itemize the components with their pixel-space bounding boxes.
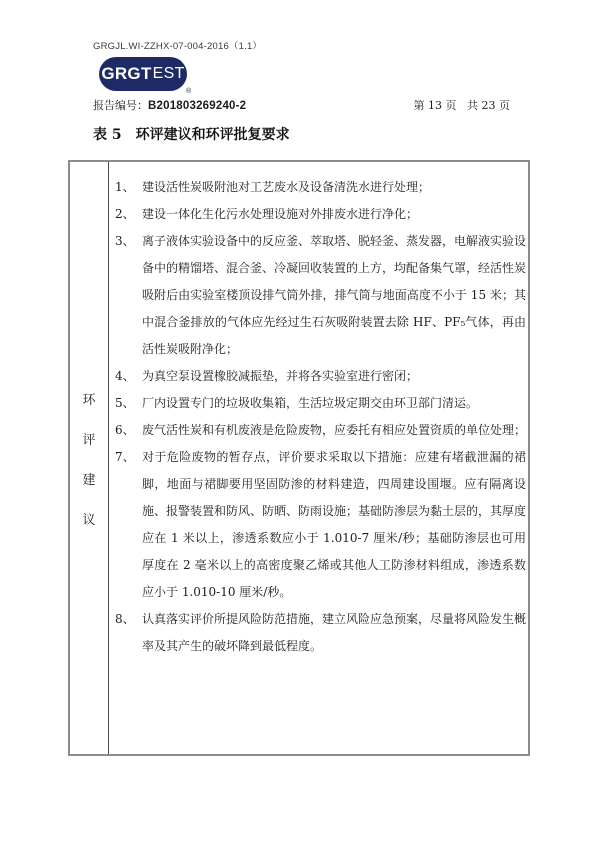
- item-number: 1、: [115, 180, 135, 194]
- list-item-1: [115, 174, 528, 201]
- report-number-group: [93, 97, 246, 113]
- logo-text-light: EST: [152, 65, 185, 82]
- list-item-4: [115, 363, 528, 390]
- item-number: 2、: [115, 207, 135, 221]
- item-text: 对于危险废物的暂存点，评价要求采取以下措施：应建有堵截泄漏的裙脚，地面与裙脚要用坚固防渗的材料建造，四周建设围堰。应有隔离设施、报警装置和防风、防晒、防雨设施；基础防渗层为黏土层的，其厚度应在 1 米以上，渗透系数应小于 1.010-7 厘米/秒；基础防渗层也可用厚度在 2 毫米以上的高密度聚乙烯或其他人工防渗材料组成，渗透系数应小于 1.010-10 厘米/秒。: [142, 450, 527, 599]
- row-header-char: 议: [82, 512, 96, 528]
- list-item-8: [115, 606, 528, 660]
- list-item-3: [115, 228, 528, 363]
- item-number: 5、: [115, 396, 135, 410]
- list-item-6: [115, 417, 528, 444]
- table-content-cell: [109, 162, 528, 754]
- list-item-2: [115, 201, 528, 228]
- item-text: 认真落实评价所提风险防范措施，建立风险应急预案，尽量将风险发生概率及其产生的破坏降到最低程度。: [142, 612, 527, 653]
- table-title: [93, 124, 290, 144]
- item-text: 为真空泵设置橡胶减振垫，并将各实验室进行密闭；: [142, 369, 419, 383]
- list-item-7: [115, 444, 528, 606]
- registered-trademark-icon: ®: [186, 88, 192, 95]
- page-indicator: 第 13 页 共 23 页: [413, 99, 510, 112]
- report-number-value: B201803269240-2: [148, 100, 247, 112]
- row-header-char: 建: [82, 472, 96, 488]
- item-text: 离子液体实验设备中的反应釜、萃取塔、脱轻釜、蒸发器，电解液实验设备中的精馏塔、混合釜、冷凝回收装置的上方，均配备集气罩，经活性炭吸附后由实验室楼顶设排气筒外排，排气筒与地面高度不小于 15 米；其中混合釜排放的气体应先经过生石灰吸附装置去除 HF、PF₅气体，再由活性炭吸附净化；: [142, 234, 527, 356]
- row-header-env-assessment: [70, 162, 109, 754]
- item-number: 6、: [115, 423, 135, 437]
- item-number: 4、: [115, 369, 135, 383]
- table-title-label: 表 5: [93, 127, 122, 143]
- grgtest-logo: [99, 57, 187, 91]
- item-text: 建设活性炭吸附池对工艺废水及设备清洗水进行处理；: [142, 180, 431, 194]
- item-text: 废气活性炭和有机废液是危险废物，应委托有相应处置资质的单位处理；: [142, 423, 527, 437]
- item-number: 3、: [115, 234, 135, 248]
- row-header-char: 评: [82, 432, 96, 448]
- list-item-5: [115, 390, 528, 417]
- item-text: 厂内设置专门的垃圾收集箱，生活垃圾定期交由环卫部门清运。: [142, 396, 479, 410]
- logo-text-bold: GRGT: [101, 64, 152, 83]
- document-code: GRGJL.WI-ZZHX-07-004-2016（1.1）: [93, 41, 263, 52]
- report-header-line: [93, 97, 510, 113]
- item-number: 7、: [115, 450, 135, 464]
- item-text: 建设一体化生化污水处理设施对外排废水进行净化；: [142, 207, 419, 221]
- row-header-char: 环: [82, 392, 96, 408]
- report-number-label: 报告编号：: [93, 99, 148, 112]
- item-number: 8、: [115, 612, 135, 626]
- assessment-table: [68, 160, 530, 756]
- table-title-text: 环评建议和环评批复要求: [135, 127, 290, 143]
